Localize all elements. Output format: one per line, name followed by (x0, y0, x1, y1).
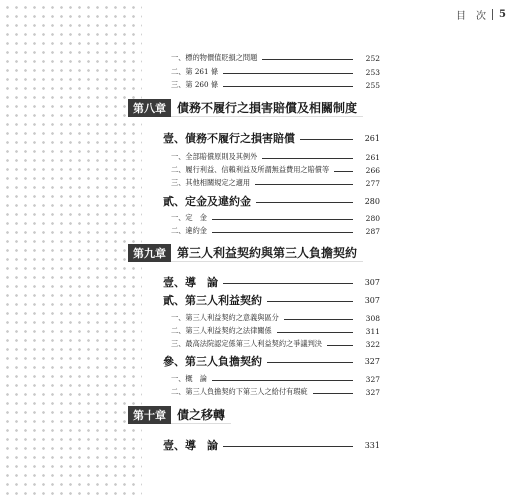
toc-section-page: 280 (364, 196, 380, 206)
toc-section-label: 壹、債務不履行之損害賠償 (163, 132, 295, 145)
leader-line (223, 73, 353, 74)
leader-line (284, 319, 353, 320)
leader-line (277, 332, 353, 333)
toc-section-label: 壹、導 論 (163, 276, 218, 289)
leader-line (212, 232, 353, 233)
toc-entry-label: 三、其他相關規定之適用 (171, 178, 251, 187)
leader-line (223, 283, 353, 284)
toc-section-page: 331 (364, 440, 380, 450)
toc-entry-page: 327 (365, 387, 380, 397)
chapter-title: 債務不履行之損害賠償及相關制度 (171, 99, 363, 117)
toc-entry-page: 287 (365, 226, 380, 236)
toc-section-page: 307 (364, 277, 380, 287)
leader-line (262, 158, 353, 159)
toc-entry-label: 二、履行利益、信賴利益及所謂無益費用之賠償等 (171, 165, 330, 174)
header-page-number: 5 (499, 9, 506, 20)
chapter-title: 債之移轉 (171, 406, 231, 424)
header-divider (492, 9, 493, 20)
toc-entry-label: 三、第 260 條 (171, 80, 219, 89)
toc-entry-label: 一、概 論 (171, 374, 207, 383)
toc-entry-page: 253 (365, 67, 380, 77)
toc-entry[interactable] (171, 212, 380, 224)
leader-line (267, 301, 353, 302)
toc-section[interactable] (163, 353, 380, 369)
leader-line (255, 184, 353, 185)
toc-entry[interactable] (171, 225, 380, 237)
toc-entry[interactable] (171, 151, 380, 163)
toc-entry-page: 327 (365, 374, 380, 384)
toc-section[interactable] (163, 130, 380, 146)
toc-section-label: 參、第三人負擔契約 (163, 355, 262, 368)
chapter-heading-9[interactable] (128, 244, 363, 262)
toc-entry-page: 255 (365, 80, 380, 90)
toc-entry[interactable] (171, 79, 380, 91)
leader-line (223, 446, 353, 447)
toc-entry-label: 一、定 金 (171, 213, 207, 222)
header-section-title: 目 次 (456, 11, 487, 22)
toc-entry[interactable] (171, 373, 380, 385)
toc-entry-page: 252 (365, 53, 380, 63)
toc-entry-page: 322 (365, 339, 380, 349)
toc-section[interactable] (163, 437, 380, 453)
leader-line (313, 393, 353, 394)
chapter-number: 第十章 (128, 406, 171, 424)
leader-line (212, 380, 353, 381)
leader-line (223, 86, 353, 87)
toc-entry-page: 308 (365, 313, 380, 323)
toc-section-page: 327 (364, 356, 380, 366)
toc-section-page: 261 (364, 133, 380, 143)
toc-entry-page: 280 (365, 213, 380, 223)
chapter-number: 第九章 (128, 244, 171, 262)
leader-line (267, 362, 353, 363)
toc-entry[interactable] (171, 177, 380, 189)
toc-entry-label: 三、最高法院認定係第三人利益契約之爭議判決 (171, 339, 322, 348)
running-header (456, 7, 506, 22)
chapter-heading-10[interactable] (128, 406, 231, 424)
toc-entry-page: 266 (365, 165, 380, 175)
toc-entry-page: 261 (365, 152, 380, 162)
toc-entry-label: 二、第 261 條 (171, 67, 219, 76)
chapter-number: 第八章 (128, 99, 171, 117)
toc-entry-label: 二、第三人負擔契約下第三人之給付有瑕疵 (171, 387, 308, 396)
toc-entry-label: 一、標的物價值貶損之問題 (171, 53, 258, 62)
toc-entry-label: 一、第三人利益契約之意義與區分 (171, 313, 279, 322)
toc-entry-label: 二、違約金 (171, 226, 207, 235)
toc-section[interactable] (163, 193, 380, 209)
dotted-margin-pattern (0, 0, 142, 500)
toc-entry[interactable] (171, 312, 380, 324)
toc-section[interactable] (163, 292, 380, 308)
leader-line (256, 202, 353, 203)
toc-entry[interactable] (171, 338, 380, 350)
toc-section-label: 壹、導 論 (163, 439, 218, 452)
leader-line (300, 139, 353, 140)
leader-line (327, 345, 353, 346)
leader-line (262, 59, 353, 60)
leader-line (212, 219, 353, 220)
toc-entry[interactable] (171, 66, 380, 78)
chapter-title: 第三人利益契約與第三人負擔契約 (171, 244, 363, 262)
toc-entry-label: 一、全部賠償原則及其例外 (171, 152, 258, 161)
leader-line (334, 171, 353, 172)
toc-entry[interactable] (171, 325, 380, 337)
toc-entry-page: 277 (365, 178, 380, 188)
toc-entry[interactable] (171, 164, 380, 176)
toc-section-label: 貳、定金及違約金 (163, 195, 251, 208)
toc-entry-label: 二、第三人利益契約之法律關係 (171, 326, 272, 335)
toc-entry[interactable] (171, 386, 380, 398)
toc-section[interactable] (163, 274, 380, 290)
toc-entry[interactable] (171, 52, 380, 64)
toc-section-label: 貳、第三人利益契約 (163, 294, 262, 307)
chapter-heading-8[interactable] (128, 99, 363, 117)
toc-section-page: 307 (364, 295, 380, 305)
toc-entry-page: 311 (365, 326, 380, 336)
